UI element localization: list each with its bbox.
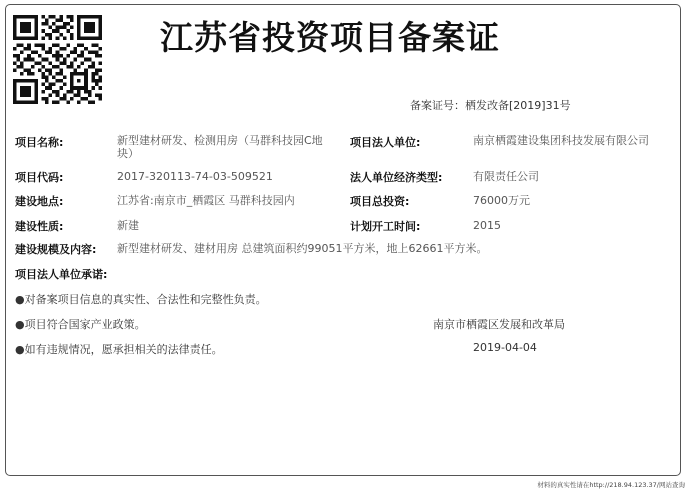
project-code-value: 2017-320113-74-03-509521 bbox=[117, 170, 273, 183]
verification-note: 材料的真实性请在http://218.94.123.37/网站查询 bbox=[537, 481, 685, 489]
certificate-title: 江苏省投资项目备案证 bbox=[160, 18, 500, 57]
issue-date: 2019-04-04 bbox=[473, 341, 537, 354]
commitment-heading: 项目法人单位承诺: bbox=[15, 268, 108, 281]
qr-code bbox=[13, 15, 102, 104]
legal-entity-label: 项目法人单位: bbox=[350, 136, 421, 149]
commitment-item: ●如有违规情况，愿承担相关的法律责任。 bbox=[15, 343, 223, 356]
total-investment-label: 项目总投资: bbox=[350, 195, 410, 208]
certificate-frame bbox=[5, 4, 681, 476]
location-value: 江苏省:南京市_栖霞区 马群科技园内 bbox=[117, 194, 295, 207]
scale-label: 建设规模及内容: bbox=[15, 243, 97, 256]
record-number-label: 备案证号： bbox=[410, 99, 465, 112]
commitment-item: ●项目符合国家产业政策。 bbox=[15, 318, 146, 331]
start-time-label: 计划开工时间: bbox=[350, 220, 421, 233]
nature-label: 建设性质: bbox=[15, 220, 64, 233]
project-code-label: 项目代码: bbox=[15, 171, 64, 184]
project-name-label: 项目名称: bbox=[15, 136, 64, 149]
issuing-authority: 南京市栖霞区发展和改革局 bbox=[433, 318, 565, 331]
record-number bbox=[410, 97, 571, 113]
start-time-value: 2015 bbox=[473, 219, 501, 232]
economic-type-value: 有限责任公司 bbox=[473, 170, 539, 183]
legal-entity-value: 南京栖霞建设集团科技发展有限公司 bbox=[473, 134, 649, 147]
nature-value: 新建 bbox=[117, 219, 139, 232]
economic-type-label: 法人单位经济类型: bbox=[350, 171, 443, 184]
record-number-value: 栖发改备[2019]31号 bbox=[465, 99, 571, 112]
scale-value: 新型建材研发、建材用房 总建筑面积约99051平方米，地上62661平方米。 bbox=[117, 242, 488, 255]
total-investment-value: 76000万元 bbox=[473, 194, 530, 207]
location-label: 建设地点: bbox=[15, 195, 64, 208]
project-name-value: 新型建材研发、检测用房（马群科技园C地块） bbox=[117, 134, 323, 160]
commitment-item: ●对备案项目信息的真实性、合法性和完整性负责。 bbox=[15, 293, 267, 306]
